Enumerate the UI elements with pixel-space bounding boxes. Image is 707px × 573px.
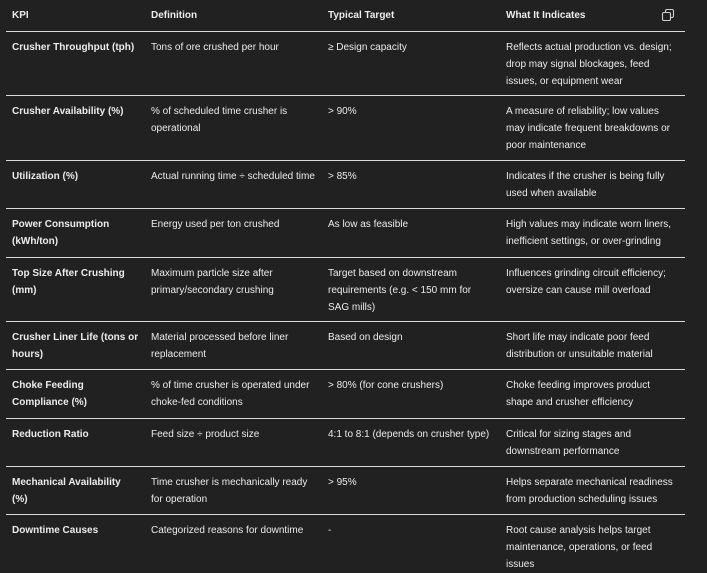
table-row (6, 257, 685, 321)
table-row (6, 514, 685, 573)
cell-definition: Actual running time ÷ scheduled time (145, 160, 322, 208)
cell-indicates: High values may indicate worn liners, inefficient settings, or over-grinding (500, 208, 685, 257)
cell-definition: % of scheduled time crusher is operational (145, 95, 322, 160)
cell-target: Target based on downstream requirements (e.g. < 150 mm for SAG mills) (322, 257, 500, 321)
cell-indicates: Indicates if the crusher is being fully used when available (500, 160, 685, 208)
cell-target: As low as feasible (322, 208, 500, 257)
cell-target: > 90% (322, 95, 500, 160)
cell-target: > 80% (for cone crushers) (322, 369, 500, 418)
cell-target: Based on design (322, 321, 500, 369)
copy-icon (661, 8, 675, 22)
cell-kpi: Mechanical Availability (%) (6, 466, 145, 514)
cell-kpi: Crusher Throughput (tph) (6, 31, 145, 95)
cell-kpi: Downtime Causes (12, 524, 99, 536)
table-row (6, 160, 685, 208)
cell-kpi: Crusher Liner Life (tons or hours) (6, 321, 145, 369)
header-what-it-indicates: What It Indicates (500, 0, 685, 31)
table-row (6, 369, 685, 418)
cell-kpi: Power Consumption (kWh/ton) (6, 208, 145, 257)
cell-indicates: Critical for sizing stages and downstream performance (500, 418, 685, 466)
cell-target: ≥ Design capacity (322, 31, 500, 95)
table-row (6, 31, 685, 95)
header-typical-target: Typical Target (322, 0, 500, 31)
kpi-table (6, 0, 685, 573)
table-row (6, 321, 685, 369)
table-header-row (6, 0, 685, 31)
cell-definition: Material processed before liner replacement (145, 321, 322, 369)
copy-table-button[interactable] (661, 8, 675, 22)
table-row (6, 95, 685, 160)
cell-definition: Time crusher is mechanically ready for operation (145, 466, 322, 514)
table-row (6, 418, 685, 466)
cell-kpi: Top Size After Crushing (mm) (6, 257, 145, 321)
table-row (6, 208, 685, 257)
cell-indicates: Choke feeding improves product shape and crusher efficiency (500, 369, 685, 418)
cell-indicates: Influences grinding circuit efficiency; oversize can cause mill overload (500, 257, 685, 321)
cell-kpi: Reduction Ratio (6, 418, 145, 466)
cell-target: - (328, 524, 332, 536)
cell-indicates: Short life may indicate poor feed distribution or unsuitable material (500, 321, 685, 369)
cell-definition: Tons of ore crushed per hour (145, 31, 322, 95)
cell-definition: Energy used per ton crushed (145, 208, 322, 257)
cell-kpi: Utilization (%) (6, 160, 145, 208)
cell-indicates: Helps separate mechanical readiness from production scheduling issues (500, 466, 685, 514)
table-row (6, 466, 685, 514)
cell-target: > 85% (322, 160, 500, 208)
cell-target: 4:1 to 8:1 (depends on crusher type) (322, 418, 500, 466)
cell-definition: % of time crusher is operated under choke-fed conditions (145, 369, 322, 418)
cell-indicates: Root cause analysis helps target maintenance, operations, or feed issues (506, 524, 653, 570)
cell-definition: Maximum particle size after primary/secondary crushing (145, 257, 322, 321)
cell-definition: Categorized reasons for downtime (151, 524, 304, 536)
header-definition: Definition (145, 0, 322, 31)
cell-definition: Feed size ÷ product size (145, 418, 322, 466)
cell-kpi: Choke Feeding Compliance (%) (6, 369, 145, 418)
cell-target: > 95% (322, 466, 500, 514)
cell-indicates: A measure of reliability; low values may indicate frequent breakdowns or poor maintenance (500, 95, 685, 160)
cell-indicates: Reflects actual production vs. design; drop may signal blockages, feed issues, or equipment wear (500, 31, 685, 95)
cell-kpi: Crusher Availability (%) (6, 95, 145, 160)
header-kpi: KPI (6, 0, 145, 31)
